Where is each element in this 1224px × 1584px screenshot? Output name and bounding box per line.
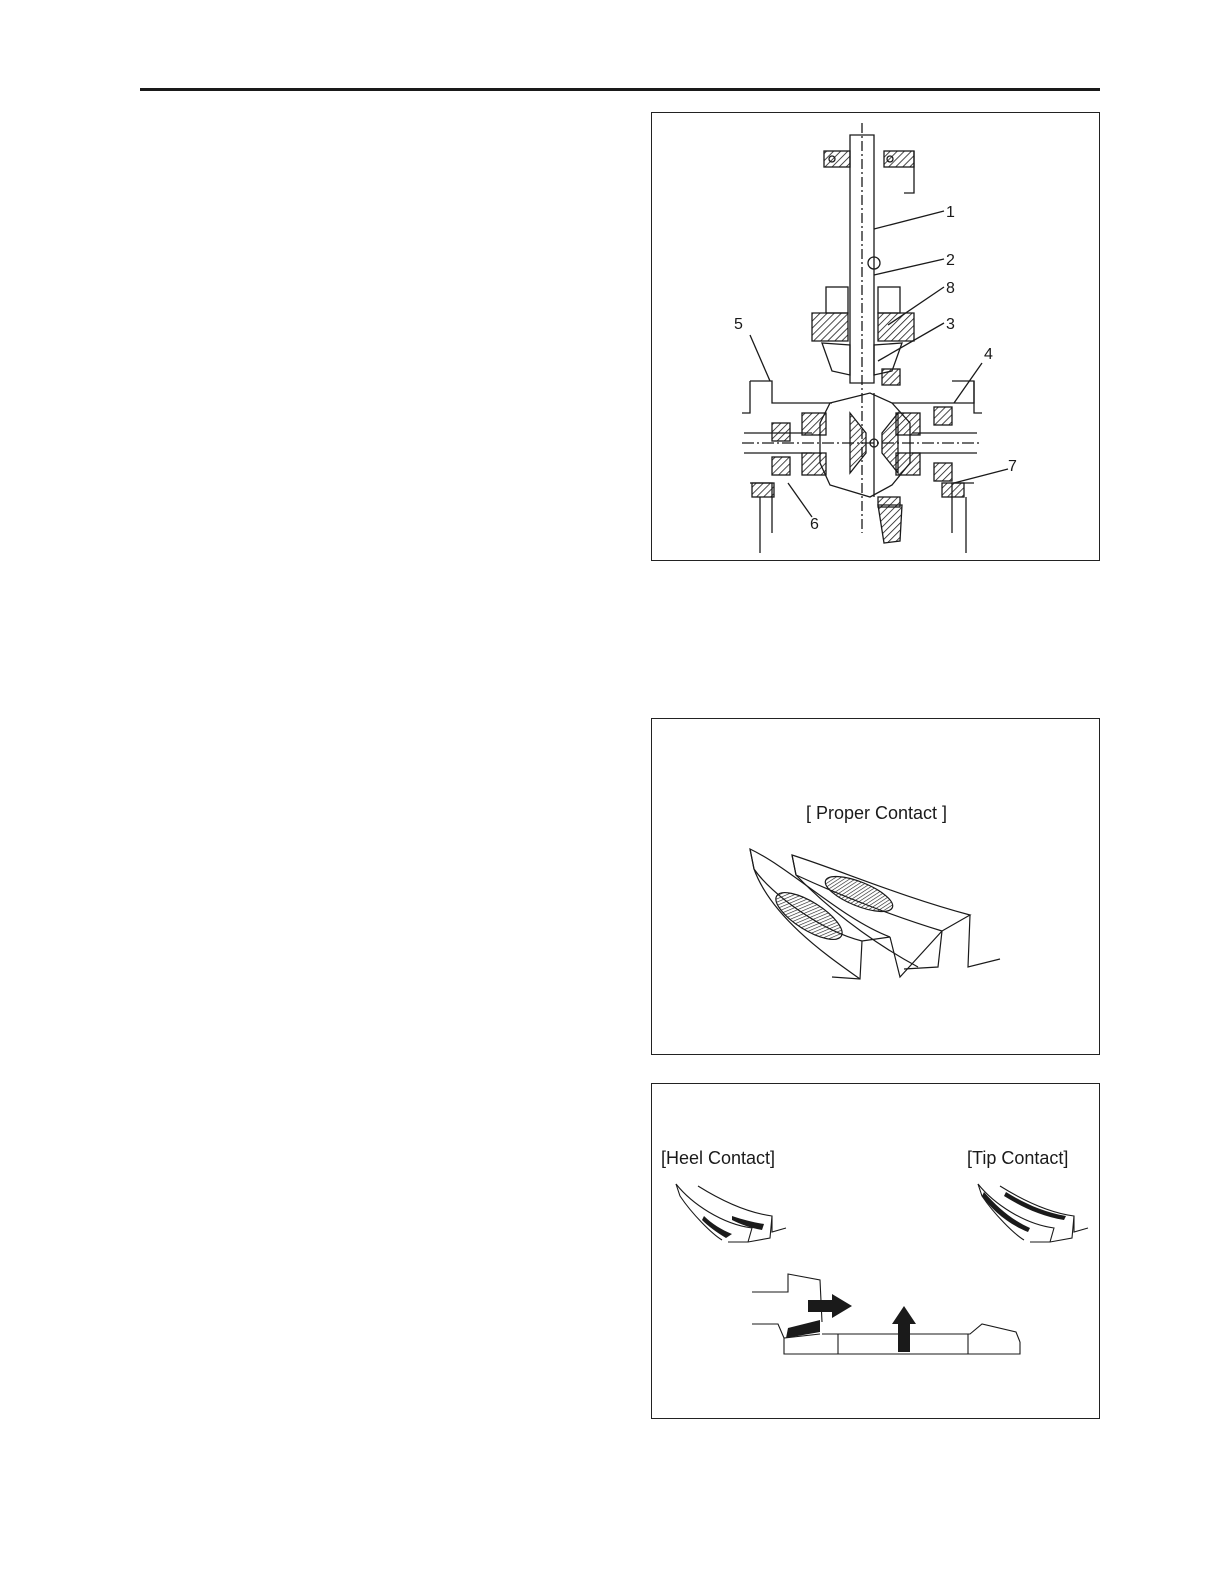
callout-4: 4 [984,346,993,363]
proper-contact-diagram [652,719,1101,1056]
callout-8: 8 [946,280,955,297]
callout-6: 6 [810,516,819,533]
contact-correction-figure [651,1083,1100,1419]
differential-diagram [652,113,1101,562]
callout-3: 3 [946,316,955,333]
callout-2: 2 [946,252,955,269]
proper-contact-figure [651,718,1100,1055]
differential-cross-section-figure [651,112,1100,561]
heel-contact-label: [Heel Contact] [661,1148,776,1168]
callout-1: 1 [946,204,955,221]
proper-contact-title: [ Proper Contact ] [805,803,948,823]
header-rule [140,88,1100,91]
callout-5: 5 [734,316,743,333]
contact-correction-diagram [652,1084,1101,1420]
callout-7: 7 [1008,458,1017,475]
tip-contact-label: [Tip Contact] [967,1148,1069,1168]
